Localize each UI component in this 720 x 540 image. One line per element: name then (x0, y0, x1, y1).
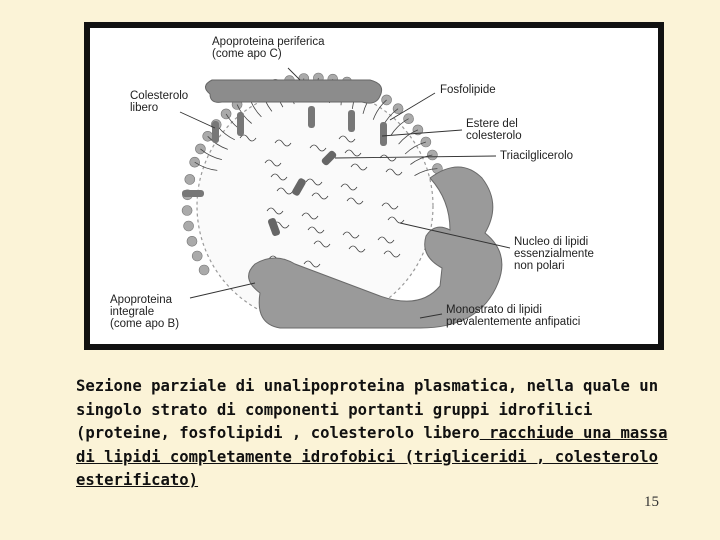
phospholipid-head (195, 144, 205, 154)
label-apoproteina-periferica: Apoproteina periferica (come apo C) (212, 36, 325, 60)
phospholipid-head (182, 206, 192, 216)
caption-part3-underlined: racchiude una massa di lipidi completamente idrofobici (trigliceridi , colesterolo esterificato) (76, 424, 668, 489)
label-colesterolo-libero: Colesterolo libero (130, 90, 189, 114)
caption-part2: lipoproteina plasmatica, nella quale un singolo strato di componenti portanti gruppi idrofilici (proteine, fosfolipidi , colesterolo libero (76, 377, 659, 442)
lipoprotein-diagram (90, 28, 658, 344)
phospholipid-head (192, 251, 202, 261)
label-triacilglicerolo: Triacilglicerolo (500, 150, 574, 162)
phospholipid-head (187, 236, 197, 246)
phospholipid-head (184, 221, 194, 231)
peripheral-apoprotein (205, 80, 381, 103)
page-number: 15 (644, 494, 659, 510)
label-fosfolipide: Fosfolipide (440, 84, 496, 96)
label-apoproteina-integrale: Apoproteina integrale (come apo B) (110, 294, 180, 330)
phospholipid-head (199, 265, 209, 275)
label-estere-colesterolo: Estere del colesterolo (466, 118, 522, 142)
label-monostrato-lipidi: Monostrato di lipidi prevalentemente anfipatici (446, 304, 581, 328)
figure-frame (84, 22, 664, 350)
caption-text (76, 375, 692, 493)
phospholipid-head (185, 174, 195, 184)
caption-part1: Sezione parziale di una (76, 377, 292, 395)
label-nucleo-lipidi: Nucleo di lipidi essenzialmente non polari (514, 236, 594, 272)
